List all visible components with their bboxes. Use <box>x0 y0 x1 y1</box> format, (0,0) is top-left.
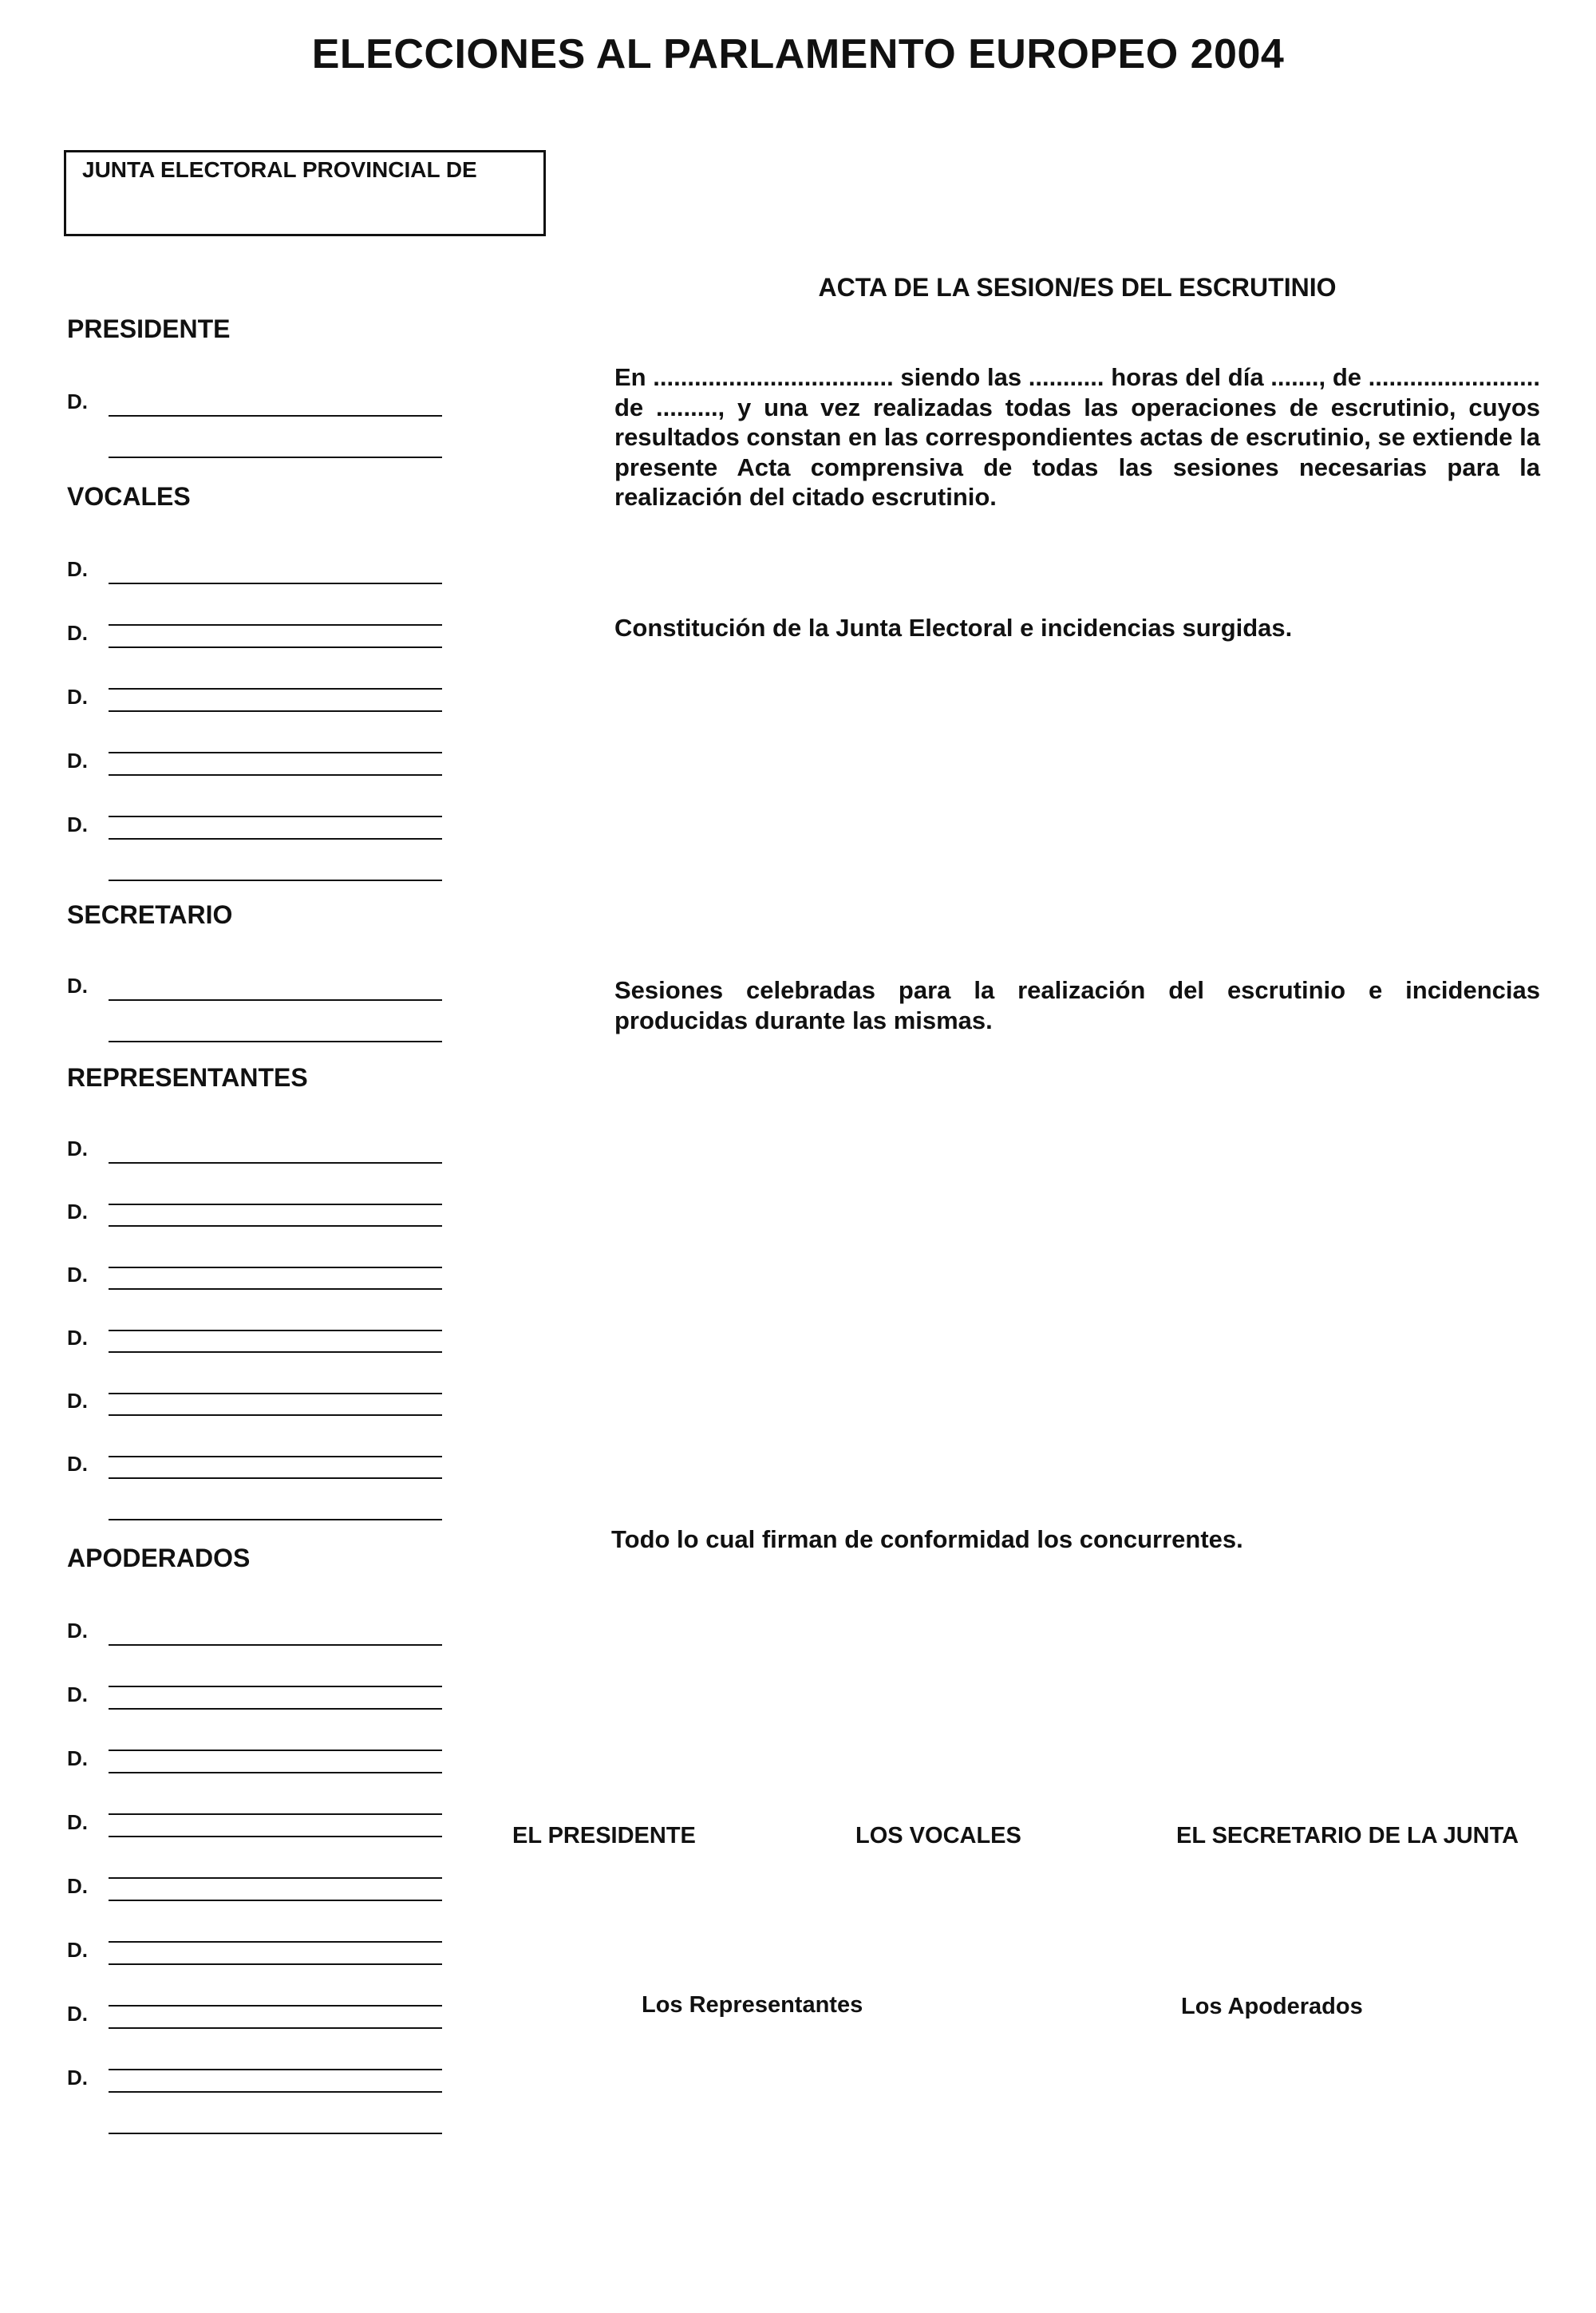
name-line <box>109 710 442 712</box>
name-prefix: D. <box>67 974 88 998</box>
representante-signature-row[interactable] <box>67 1137 442 1208</box>
vocal-signature-row[interactable] <box>67 685 442 757</box>
signature-presidente-label: EL PRESIDENTE <box>512 1823 696 1848</box>
name-line <box>109 838 442 840</box>
name-prefix: D. <box>67 1682 88 1706</box>
name-line <box>109 2091 442 2093</box>
acta-title: ACTA DE LA SESION/ES DEL ESCRUTINIO <box>818 273 1337 302</box>
signature-apoderados-label: Los Apoderados <box>1181 1994 1363 2019</box>
representante-signature-row[interactable] <box>67 1263 442 1334</box>
constitucion-paragraph: Constitución de la Junta Electoral e incidencias surgidas. <box>614 614 1293 642</box>
name-prefix: D. <box>67 1200 88 1224</box>
name-line <box>109 646 442 648</box>
name-line <box>109 1288 442 1290</box>
apoderados-heading: APODERADOS <box>67 1544 251 1572</box>
name-line <box>109 774 442 776</box>
vocal-signature-row[interactable] <box>67 557 442 629</box>
name-prefix: D. <box>67 1452 88 1476</box>
presidente-signature-row[interactable] <box>67 389 442 461</box>
presidente-heading: PRESIDENTE <box>67 314 231 343</box>
apoderado-signature-row[interactable] <box>67 2002 442 2074</box>
name-line <box>109 1836 442 1837</box>
name-line <box>109 1772 442 1773</box>
name-line <box>109 999 442 1001</box>
name-line <box>109 1708 442 1710</box>
name-prefix: D. <box>67 621 88 645</box>
apoderado-signature-row[interactable] <box>67 1682 442 1754</box>
name-line <box>109 1162 442 1164</box>
name-prefix: D. <box>67 1619 88 1643</box>
name-prefix: D. <box>67 2002 88 2026</box>
name-line <box>109 583 442 584</box>
representante-signature-row[interactable] <box>67 1326 442 1398</box>
name-line <box>109 2027 442 2029</box>
representante-signature-row[interactable] <box>67 1452 442 1524</box>
representante-signature-row[interactable] <box>67 1200 442 1271</box>
apoderado-signature-row[interactable] <box>67 1874 442 1946</box>
name-prefix: D. <box>67 1938 88 1962</box>
name-line-second <box>109 457 442 458</box>
junta-electoral-box[interactable] <box>64 150 546 236</box>
apoderado-signature-row[interactable] <box>67 1619 442 1690</box>
page-title: ELECCIONES AL PARLAMENTO EUROPEO 2004 <box>311 31 1285 77</box>
name-prefix: D. <box>67 1263 88 1287</box>
name-prefix: D. <box>67 813 88 836</box>
name-prefix: D. <box>67 1389 88 1413</box>
sesiones-paragraph: Sesiones celebradas para la realización del escrutinio e incidencias producidas durante las mismas. <box>614 976 1540 1034</box>
name-prefix: D. <box>67 1746 88 1770</box>
vocales-heading: VOCALES <box>67 482 191 511</box>
name-line-second <box>109 1519 442 1520</box>
apoderado-signature-row[interactable] <box>67 1938 442 2010</box>
representantes-heading: REPRESENTANTES <box>67 1063 308 1092</box>
name-line <box>109 1963 442 1965</box>
name-prefix: D. <box>67 685 88 709</box>
name-line-second <box>109 2133 442 2134</box>
name-line-second <box>109 1041 442 1042</box>
representante-signature-row[interactable] <box>67 1389 442 1461</box>
vocal-signature-row[interactable] <box>67 813 442 884</box>
name-prefix: D. <box>67 1874 88 1898</box>
name-line <box>109 1351 442 1353</box>
name-line <box>109 415 442 417</box>
name-prefix: D. <box>67 389 88 413</box>
name-prefix: D. <box>67 749 88 773</box>
name-prefix: D. <box>67 557 88 581</box>
vocal-signature-row[interactable] <box>67 621 442 693</box>
name-line <box>109 1414 442 1416</box>
name-line <box>109 1477 442 1479</box>
name-prefix: D. <box>67 1810 88 1834</box>
apoderado-signature-row[interactable] <box>67 1746 442 1818</box>
apoderado-signature-row[interactable] <box>67 1810 442 1882</box>
signature-secretario-label: EL SECRETARIO DE LA JUNTA <box>1176 1823 1519 1848</box>
secretario-signature-row[interactable] <box>67 974 442 1046</box>
name-prefix: D. <box>67 1137 88 1160</box>
apoderado-signature-row[interactable] <box>67 2066 442 2137</box>
secretario-heading: SECRETARIO <box>67 900 233 929</box>
name-line-second <box>109 880 442 881</box>
name-prefix: D. <box>67 1326 88 1350</box>
name-line <box>109 1225 442 1227</box>
name-line <box>109 1900 442 1901</box>
firman-paragraph: Todo lo cual firman de conformidad los concurrentes. <box>611 1525 1243 1553</box>
signature-vocales-label: LOS VOCALES <box>855 1823 1021 1848</box>
name-prefix: D. <box>67 2066 88 2090</box>
intro-paragraph: En ................................... siendo las ........... horas del día ......., de ......................... de ........., y una vez realizadas todas las operaciones de escrutinio, cuyos resultados constan en las correspondientes actas de escrutinio, se extiende la presente Acta comprensiva de todas las sesiones necesarias para la realización del citado escrutinio. <box>614 363 1540 511</box>
name-line <box>109 1644 442 1646</box>
vocal-signature-row[interactable] <box>67 749 442 820</box>
signature-representantes-label: Los Representantes <box>642 1992 863 2018</box>
junta-electoral-label: JUNTA ELECTORAL PROVINCIAL DE <box>82 157 477 182</box>
